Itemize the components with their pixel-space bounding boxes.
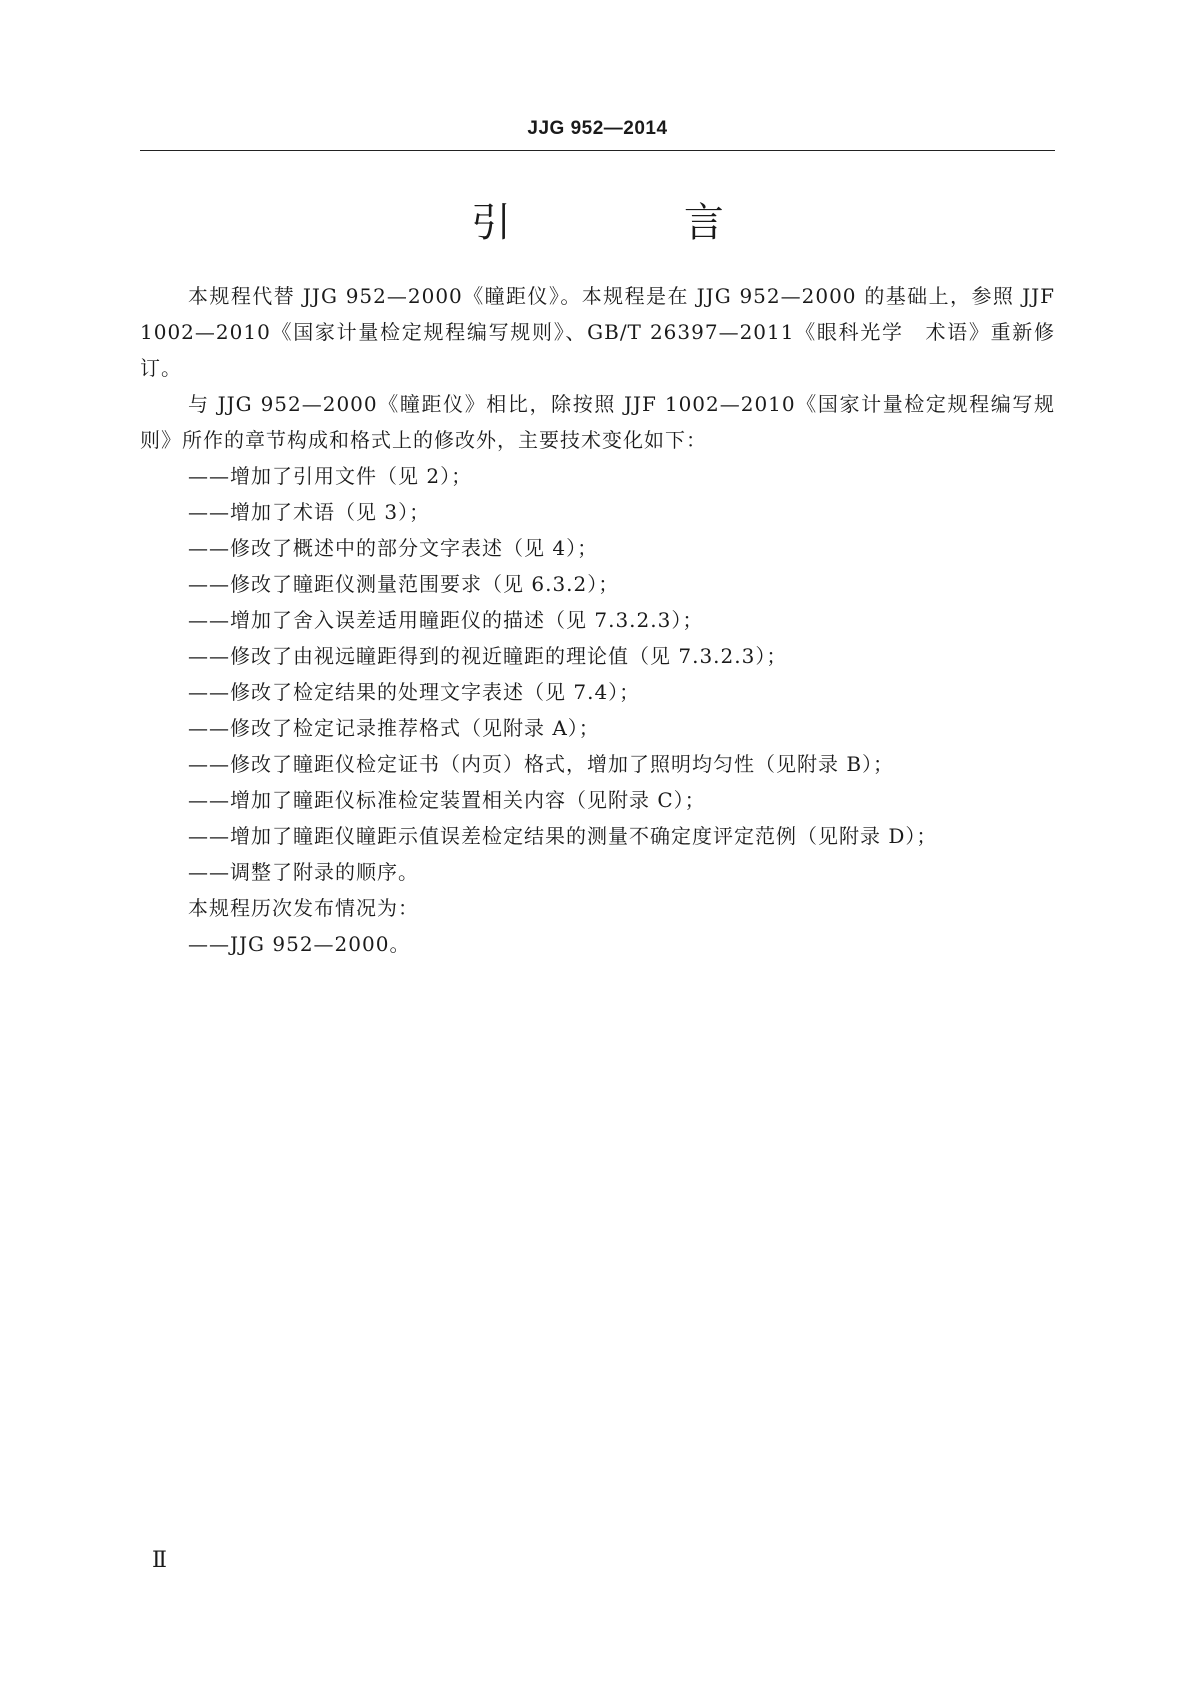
list-item: ——增加了瞳距仪标准检定装置相关内容（见附录 C）； [188,788,706,812]
list-item: ——修改了概述中的部分文字表述（见 4）； [188,536,599,560]
list-item: ——增加了引用文件（见 2）； [188,464,473,488]
list-item: ——修改了检定结果的处理文字表述（见 7.4）； [188,680,641,704]
page-number: Ⅱ [152,1548,167,1573]
list-item: ——增加了舍入误差适用瞳距仪的描述（见 7.3.2.3）； [188,608,704,632]
running-header-standard-code: JJG 952—2014 [527,118,668,139]
list-item: ——调整了附录的顺序。 [188,860,419,884]
history-heading: 本规程历次发布情况为： [188,896,419,920]
list-item: ——修改了瞳距仪检定证书（内页）格式，增加了照明均匀性（见附录 B）； [188,752,895,776]
list-item: ——修改了由视远瞳距得到的视近瞳距的理论值（见 7.3.2.3）； [188,644,788,668]
list-item: ——增加了术语（见 3）； [188,500,431,524]
list-item: ——JJG 952—2000。 [188,932,411,956]
intro-paragraph-1: 本规程代替 JJG 952—2000《瞳距仪》。本规程是在 JJG 952—2000 的基础上，参照 JJF 1002—2010《国家计量检定规程编写规则》、GB/T 26397—2011《眼科光学 术语》重新修订。 [140,284,1055,380]
history-list [140,926,1055,962]
header-rule [140,150,1055,151]
intro-paragraph-2: 与 JJG 952—2000《瞳距仪》相比，除按照 JJF 1002—2010《国家计量检定规程编写规则》所作的章节构成和格式上的修改外，主要技术变化如下： [140,392,1055,452]
list-item: ——修改了瞳距仪测量范围要求（见 6.3.2）； [188,572,620,596]
list-item: ——修改了检定记录推荐格式（见附录 A）； [188,716,600,740]
technical-changes-list [140,458,1055,890]
list-item: ——增加了瞳距仪瞳距示值误差检定结果的测量不确定度评定范例（见附录 D）； [188,824,938,848]
page-title: 引 言 [471,200,804,246]
document-body [140,278,1055,962]
